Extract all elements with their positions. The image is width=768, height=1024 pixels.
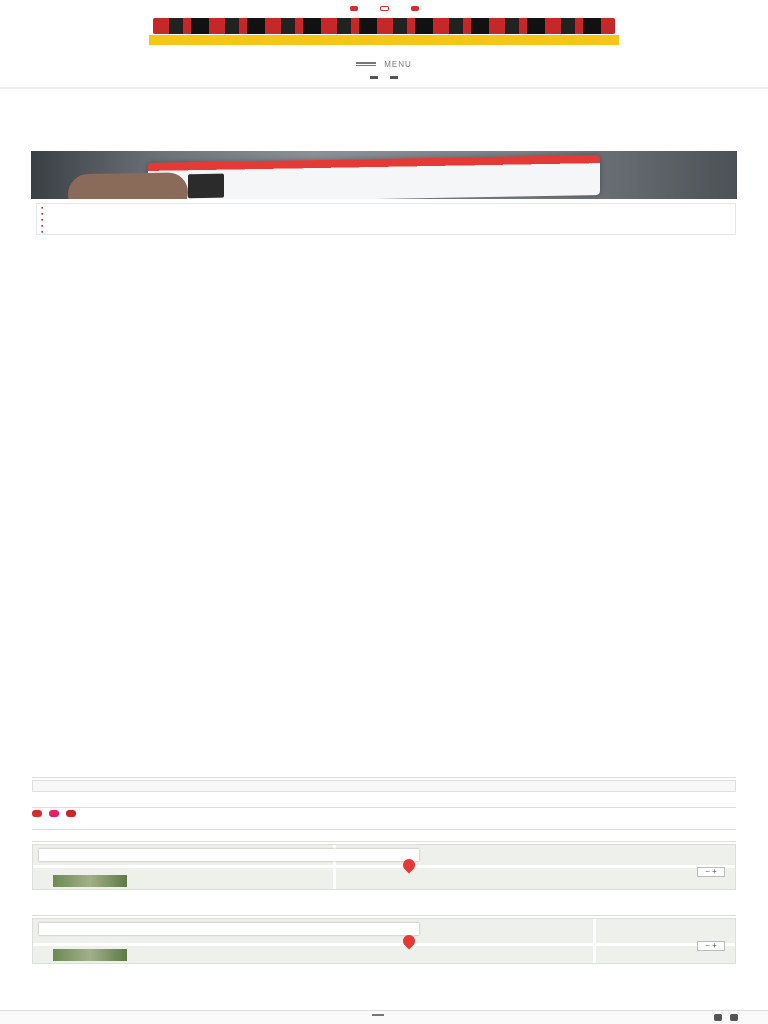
registration-steps (33, 341, 734, 385)
article-body (0, 239, 768, 707)
featured-image (31, 151, 737, 199)
youtube-icon[interactable] (380, 6, 389, 11)
category-title (32, 820, 736, 830)
search-title (32, 768, 736, 778)
paragraph (33, 607, 734, 623)
share-icon[interactable] (714, 1014, 722, 1021)
paragraph (33, 327, 734, 339)
site-logo[interactable] (149, 18, 619, 48)
header-divider (0, 87, 768, 89)
map-thumbnail[interactable] (53, 949, 127, 961)
ektkln-card-image (148, 155, 600, 199)
chat-icon[interactable] (730, 1014, 738, 1021)
paragraph (33, 239, 734, 267)
map-zoom-control[interactable]: − + (697, 941, 725, 951)
map-pin-icon[interactable] (401, 933, 418, 950)
map-zoom-control[interactable]: − + (697, 867, 725, 877)
map-info-box[interactable] (39, 923, 419, 935)
bottom-actions (706, 1014, 738, 1021)
card-photo (188, 174, 224, 199)
follow-social-icons (32, 810, 736, 818)
instagram-icon[interactable] (49, 810, 59, 817)
instagram-icon[interactable] (350, 6, 358, 11)
bottom-bar (0, 1010, 768, 1024)
document-list (33, 269, 734, 299)
article-title (79, 97, 689, 143)
verification-list (33, 581, 734, 605)
office1-map[interactable] (32, 844, 736, 890)
search-input[interactable] (32, 780, 736, 792)
office2-title (32, 906, 736, 916)
social-icon[interactable] (370, 76, 378, 79)
social-icon[interactable] (390, 76, 398, 79)
map-road (593, 919, 596, 964)
map-road (33, 943, 736, 946)
paragraph (33, 521, 734, 545)
registration-notes (33, 401, 734, 519)
office1-title (32, 832, 736, 842)
menu-toggle-button[interactable] (0, 59, 768, 69)
toc-item[interactable] (41, 230, 731, 235)
sidebar (0, 768, 768, 977)
map-road (33, 865, 736, 868)
paragraph (33, 567, 734, 579)
hand-image (68, 172, 188, 199)
header-social-icons (0, 73, 768, 83)
hamburger-icon (356, 62, 376, 66)
paragraph (33, 301, 734, 325)
paragraph (33, 671, 734, 689)
table-of-contents (36, 203, 736, 235)
logo-tagline (149, 35, 619, 45)
paragraph-note (33, 387, 734, 399)
paragraph (33, 625, 734, 643)
menu-label: MENU (384, 59, 412, 69)
scroll-handle-icon[interactable] (372, 1014, 384, 1019)
paragraph (33, 691, 734, 707)
office1-address (32, 891, 736, 903)
office2-address (32, 965, 736, 977)
map-thumbnail[interactable] (53, 875, 127, 887)
paragraph (33, 645, 734, 669)
paragraph (33, 547, 734, 565)
facebook-icon[interactable] (411, 6, 419, 11)
facebook-icon[interactable] (32, 810, 42, 817)
map-info-box[interactable] (39, 849, 419, 861)
youtube-icon[interactable] (66, 810, 76, 817)
follow-title (32, 798, 736, 808)
office2-map[interactable] (32, 918, 736, 964)
top-icon-bar (0, 0, 768, 12)
logo-wordmark (153, 18, 615, 34)
